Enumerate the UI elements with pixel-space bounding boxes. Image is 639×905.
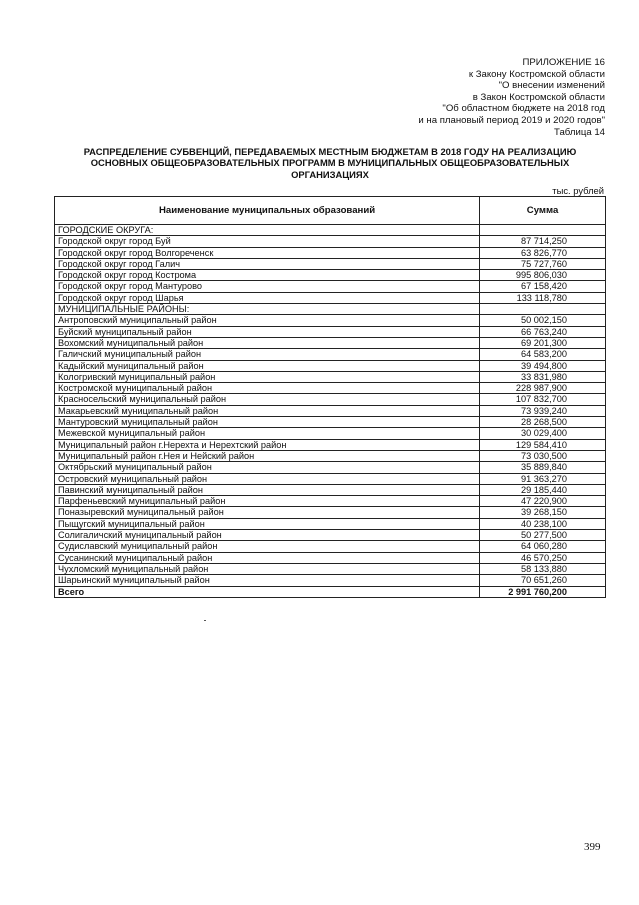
table-row (55, 405, 606, 416)
municipality-name: Поназыревский муниципальный район (55, 507, 480, 518)
document-title: РАСПРЕДЕЛЕНИЕ СУБВЕНЦИЙ, ПЕРЕДАВАЕМЫХ МЕСТНЫМ БЮДЖЕТАМ В 2018 ГОДУ НА РЕАЛИЗАЦИЮ ОСНОВНЫХ ОБЩЕОБРАЗОВАТЕЛЬНЫХ ПРОГРАММ В МУНИЦИПАЛЬНЫХ ОБЩЕОБРАЗОВАТЕЛЬНЫХ ОРГАНИЗАЦИЯХ (83, 146, 577, 180)
table-row (55, 258, 606, 269)
table-row (55, 496, 606, 507)
municipality-name: Городской округ город Кострома (55, 270, 480, 281)
municipality-name: Кологривский муниципальный район (55, 371, 480, 382)
municipality-name: Мантуровский муниципальный район (55, 417, 480, 428)
municipality-name: Городской округ город Буй (55, 236, 480, 247)
table-row (55, 326, 606, 337)
municipality-name: Муниципальный район г.Нерехта и Нерехтский район (55, 439, 480, 450)
header-line: "Об областном бюджете на 2018 год (442, 103, 605, 115)
municipality-name: ГОРОДСКИЕ ОКРУГА: (55, 225, 480, 236)
municipality-name: Буйский муниципальный район (55, 326, 480, 337)
municipality-name: МУНИЦИПАЛЬНЫЕ РАЙОНЫ: (55, 304, 480, 315)
amount-cell: 87 714,250 (480, 236, 606, 247)
table-row (55, 281, 606, 292)
amount-cell: 129 584,410 (480, 439, 606, 450)
table-header-row (55, 197, 606, 225)
amount-cell: 28 268,500 (480, 417, 606, 428)
table-row (55, 473, 606, 484)
amount-cell: 29 185,440 (480, 484, 606, 495)
section-row (55, 225, 606, 236)
amount-cell: 50 277,500 (480, 530, 606, 541)
table-row (55, 292, 606, 303)
amount-cell: 69 201,300 (480, 337, 606, 348)
amount-cell: 35 889,840 (480, 462, 606, 473)
municipality-name: Пыщугский муниципальный район (55, 518, 480, 529)
table-row (55, 360, 606, 371)
total-row (55, 586, 606, 597)
header-line: в Закон Костромской области (472, 91, 605, 103)
table-row (55, 417, 606, 428)
amount-cell: 46 570,250 (480, 552, 606, 563)
municipality-name: Красносельский муниципальный район (55, 394, 480, 405)
amount-cell: 30 029,400 (480, 428, 606, 439)
amount-cell: 67 158,420 (480, 281, 606, 292)
header-line: и на плановый период 2019 и 2020 годов" (418, 114, 605, 126)
municipality-name: Островский муниципальный район (55, 473, 480, 484)
column-header-name: Наименование муниципальных образований (55, 197, 480, 225)
municipality-name: Кадыйский муниципальный район (55, 360, 480, 371)
municipality-name: Октябрьский муниципальный район (55, 462, 480, 473)
table-row (55, 315, 606, 326)
municipality-name: Городской округ город Мантурово (55, 281, 480, 292)
total-amount: 2 991 760,200 (480, 586, 606, 597)
table-row (55, 270, 606, 281)
municipality-name: Межевской муниципальный район (55, 428, 480, 439)
table-row (55, 518, 606, 529)
municipality-name: Вохомский муниципальный район (55, 337, 480, 348)
table-body (55, 225, 606, 598)
municipality-name: Павинский муниципальный район (55, 484, 480, 495)
amount-cell: 73 030,500 (480, 450, 606, 461)
appendix-header (418, 57, 605, 138)
municipality-name: Городской округ город Волгореченск (55, 247, 480, 258)
amount-cell: 228 987,900 (480, 383, 606, 394)
amount-cell: 33 831,980 (480, 371, 606, 382)
table-row (55, 450, 606, 461)
amount-cell: 40 238,100 (480, 518, 606, 529)
table-row (55, 484, 606, 495)
amount-cell: 66 763,240 (480, 326, 606, 337)
column-header-amount: Сумма (480, 197, 606, 225)
table-row (55, 563, 606, 574)
table-row (55, 575, 606, 586)
section-row (55, 304, 606, 315)
table-row (55, 236, 606, 247)
header-line: Таблица 14 (554, 126, 605, 138)
municipality-name: Галичский муниципальный район (55, 349, 480, 360)
table-row (55, 337, 606, 348)
scan-speck (204, 620, 206, 621)
municipality-name: Макарьевский муниципальный район (55, 405, 480, 416)
amount-cell: 58 133,880 (480, 563, 606, 574)
header-line: к Закону Костромской области (468, 68, 605, 80)
municipality-name: Солигаличский муниципальный район (55, 530, 480, 541)
municipality-name: Муниципальный район г.Нея и Нейский район (55, 450, 480, 461)
municipality-name: Городской округ город Шарья (55, 292, 480, 303)
units-label: тыс. рублей (552, 185, 604, 196)
table-row (55, 462, 606, 473)
table-row (55, 530, 606, 541)
header-line: "О внесении изменений (498, 80, 605, 92)
amount-cell: 73 939,240 (480, 405, 606, 416)
amount-cell: 75 727,760 (480, 258, 606, 269)
amount-cell: 91 363,270 (480, 473, 606, 484)
municipality-name: Городской округ город Галич (55, 258, 480, 269)
amount-cell: 133 118,780 (480, 292, 606, 303)
subsidy-table (54, 196, 606, 598)
header-line: ПРИЛОЖЕНИЕ 16 (522, 57, 605, 68)
table-row (55, 383, 606, 394)
amount-cell: 107 832,700 (480, 394, 606, 405)
table-row (55, 507, 606, 518)
municipality-name: Сусанинский муниципальный район (55, 552, 480, 563)
table-row (55, 247, 606, 258)
amount-cell: 39 268,150 (480, 507, 606, 518)
table-row (55, 439, 606, 450)
amount-cell: 47 220,900 (480, 496, 606, 507)
table-row (55, 428, 606, 439)
municipality-name: Костромской муниципальный район (55, 383, 480, 394)
amount-cell: 63 826,770 (480, 247, 606, 258)
amount-cell: 39 494,800 (480, 360, 606, 371)
municipality-name: Антроповский муниципальный район (55, 315, 480, 326)
page-number: 399 (584, 841, 601, 853)
amount-cell: 64 060,280 (480, 541, 606, 552)
amount-cell (480, 225, 606, 236)
total-label: Всего (55, 586, 480, 597)
amount-cell: 70 651,260 (480, 575, 606, 586)
amount-cell (480, 304, 606, 315)
table-row (55, 552, 606, 563)
municipality-name: Чухломский муниципальный район (55, 563, 480, 574)
table-row (55, 541, 606, 552)
amount-cell: 50 002,150 (480, 315, 606, 326)
table-row (55, 394, 606, 405)
amount-cell: 995 806,030 (480, 270, 606, 281)
municipality-name: Судиславский муниципальный район (55, 541, 480, 552)
municipality-name: Шарьинский муниципальный район (55, 575, 480, 586)
municipality-name: Парфеньевский муниципальный район (55, 496, 480, 507)
amount-cell: 64 583,200 (480, 349, 606, 360)
table-row (55, 349, 606, 360)
table-row (55, 371, 606, 382)
